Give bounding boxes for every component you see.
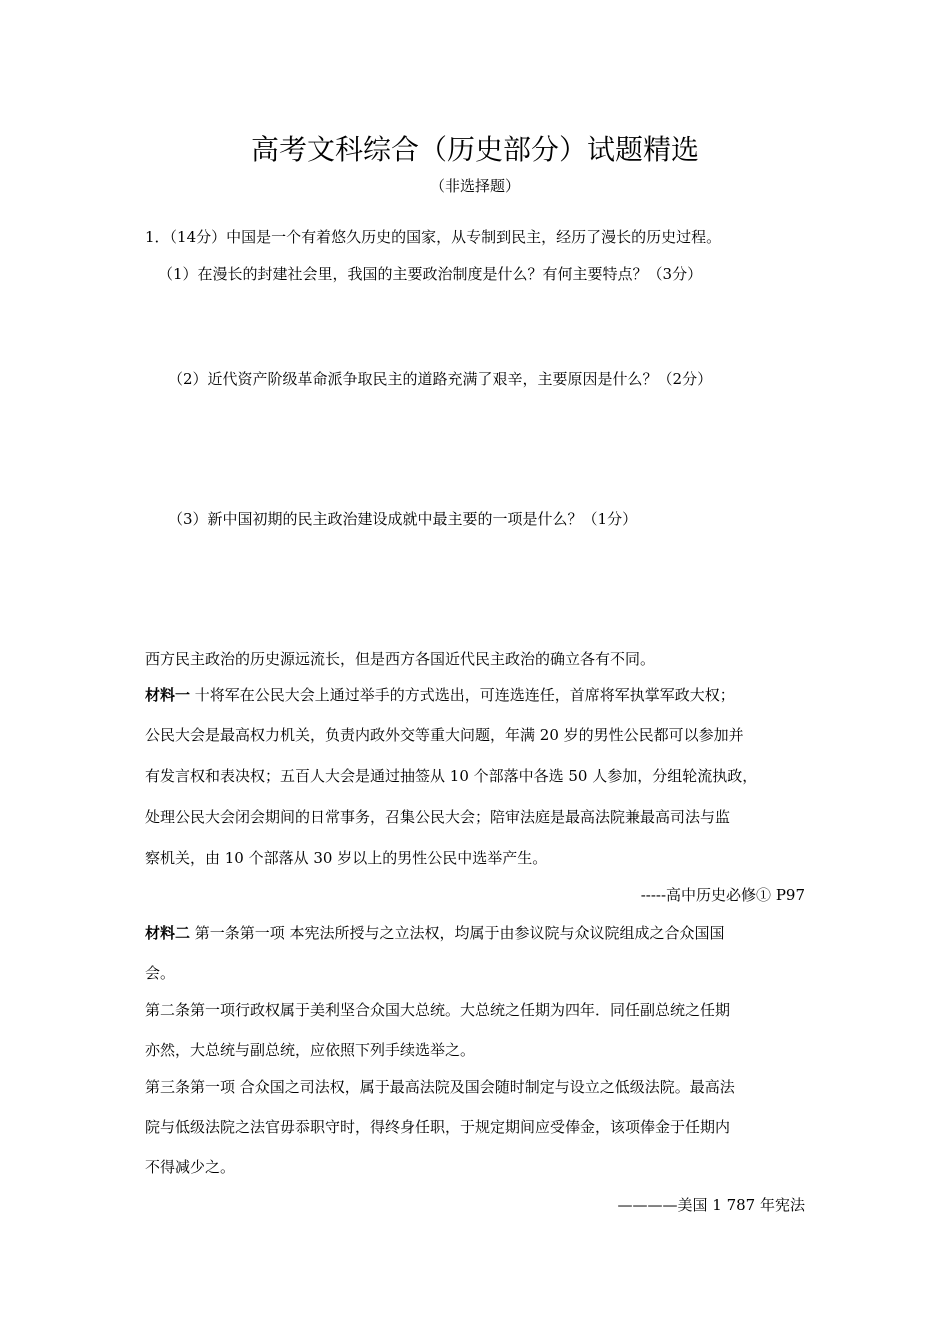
material-2-line: 会。 (145, 964, 176, 982)
material-2-label: 材料二 (145, 924, 191, 942)
material-2-line: 第二条第一项行政权属于美利坚合众国大总统。大总统之任期为四年．同任副总统之任期 (145, 1001, 731, 1019)
material-2-line: 院与低级法院之法官毋忝职守时，得终身任职，于规定期间应受俸金，该项俸金于任期内 (145, 1118, 731, 1136)
material-1-label: 材料一 (145, 686, 191, 704)
material-2-line: 不得减少之。 (145, 1158, 236, 1176)
material-1-line: 有发言权和表决权；五百人大会是通过抽签从 10 个部落中各选 50 人参加，分组轮流执政， (145, 767, 758, 785)
material-1-line (145, 682, 810, 708)
question-1-part-3: （3）新中国初期的民主政治建设成就中最主要的一项是什么？（1分） (168, 510, 638, 528)
material-2-line: 亦然，大总统与副总统，应依照下列手续选举之。 (145, 1041, 476, 1059)
passage-intro: 西方民主政治的历史源远流长，但是西方各国近代民主政治的确立各有不同。 (145, 650, 656, 668)
material-2-line (145, 920, 810, 946)
material-1-line: 处理公民大会闭会期间的日常事务，召集公民大会；陪审法庭是最高法院兼最高司法与监 (145, 808, 731, 826)
material-1-line: 公民大会是最高权力机关，负责内政外交等重大问题，年满 20 岁的男性公民都可以参加并 (145, 726, 744, 744)
question-1-part-1: （1）在漫长的封建社会里，我国的主要政治制度是什么？有何主要特点？（3分） (158, 265, 703, 283)
material-2-source: ————美国 1 787 年宪法 (617, 1196, 805, 1214)
page-title: 高考文科综合（历史部分）试题精选 (250, 133, 699, 166)
material-1-source: -----高中历史必修① P97 (640, 886, 805, 904)
material-1-line: 察机关，由 10 个部落从 30 岁以上的男性公民中选举产生。 (145, 849, 548, 867)
material-2-text: 第一条第一项 本宪法所授与之立法权，均属于由参议院与众议院组成之合众国国 (190, 924, 725, 942)
page-subtitle: （非选择题） (429, 177, 520, 195)
material-1-text: 十将军在公民大会上通过举手的方式选出，可连选连任，首席将军执掌军政大权； (190, 686, 735, 704)
question-1-part-2: （2）近代资产阶级革命派争取民主的道路充满了艰辛，主要原因是什么？（2分） (168, 370, 713, 388)
question-1-stem: 1．（14分）中国是一个有着悠久历史的国家，从专制到民主，经历了漫长的历史过程。 (145, 228, 722, 246)
material-2-line: 第三条第一项 合众国之司法权，属于最高法院及国会随时制定与设立之低级法院。最高法 (145, 1078, 735, 1096)
